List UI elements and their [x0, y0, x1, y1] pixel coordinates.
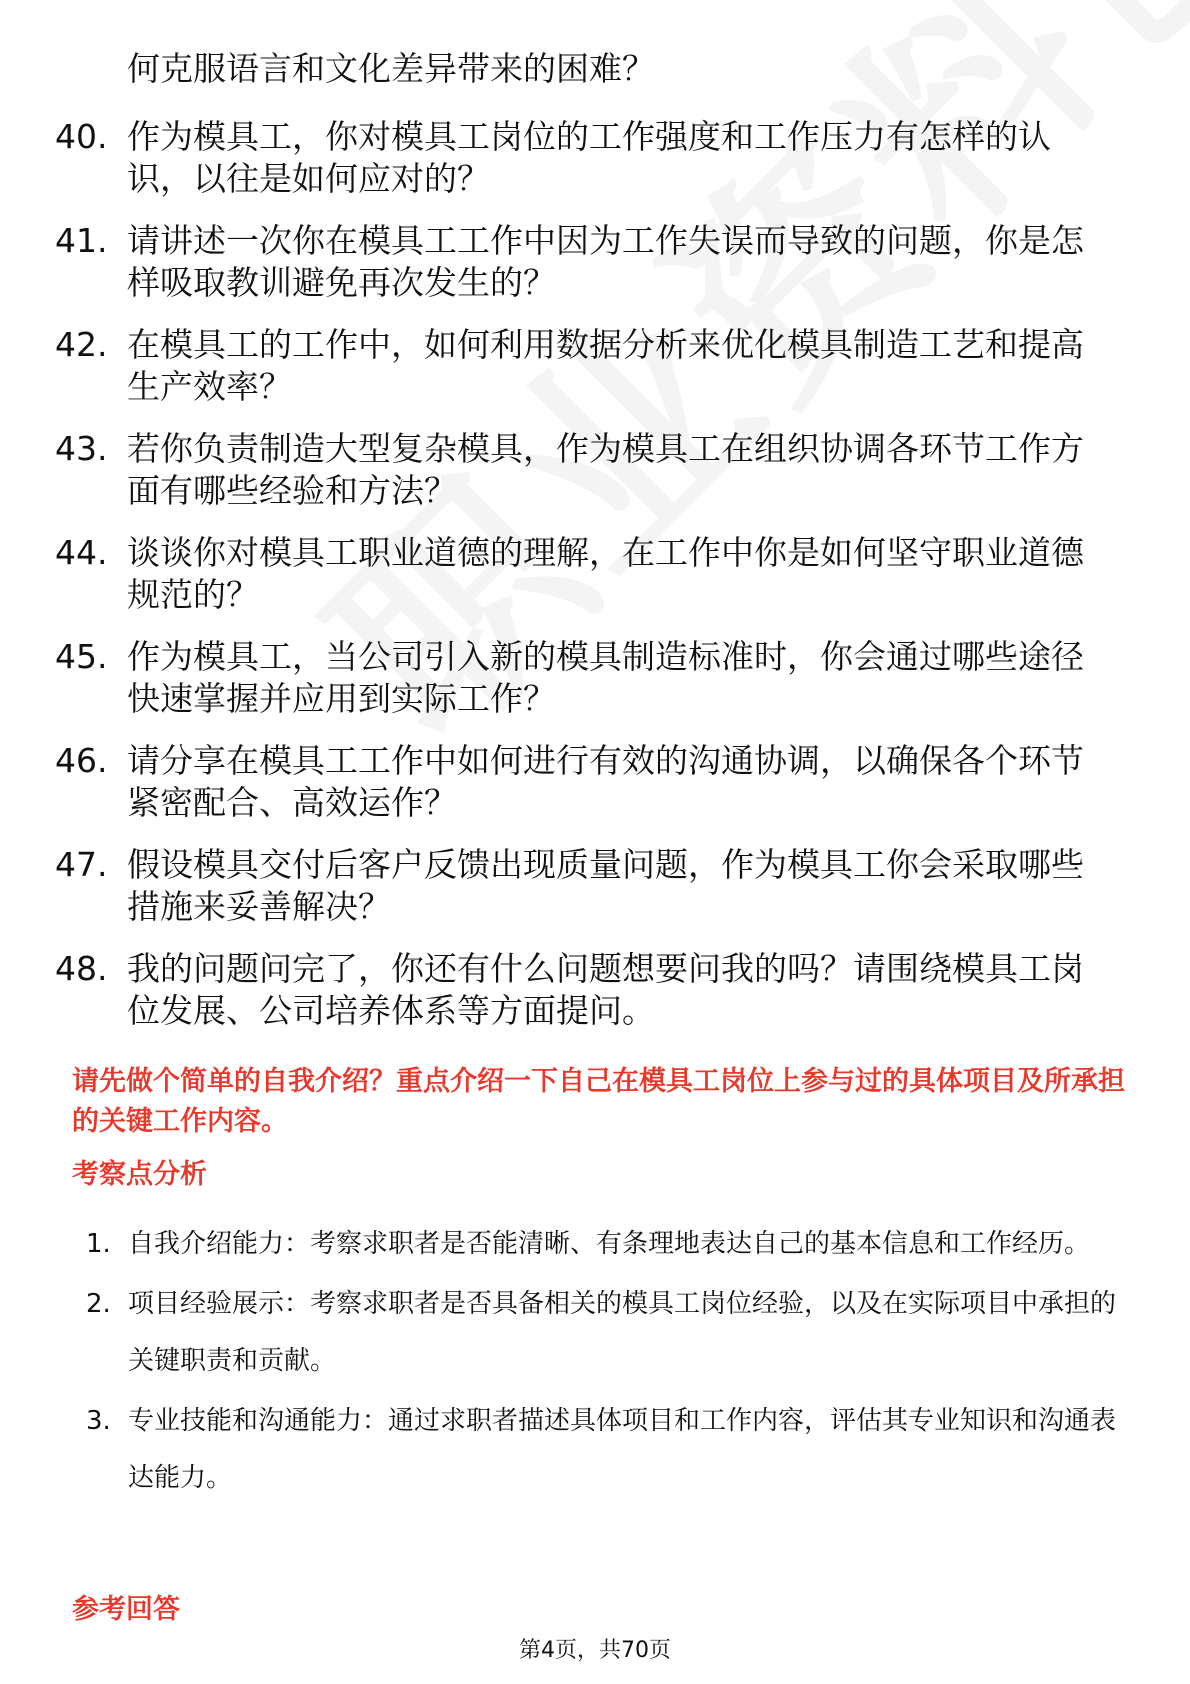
question-number: 47.: [55, 845, 108, 884]
analysis-item: [86, 1276, 1126, 1390]
continued-question-text: 何克服语言和文化差异带来的困难？: [127, 49, 655, 88]
analysis-text: 项目经验展示：考察求职者是否具备相关的模具工岗位经验，以及在实际项目中承担的关键职责和贡献。: [128, 1289, 1117, 1376]
analysis-number: 2.: [86, 1289, 111, 1319]
question-number: 44.: [55, 533, 108, 572]
analysis-number: 3.: [86, 1406, 111, 1436]
question-number: 40.: [55, 117, 108, 156]
question-number: 46.: [55, 741, 108, 780]
question-text: 作为模具工，当公司引入新的模具制造标准时，你会通过哪些途径快速掌握并应用到实际工作？: [127, 637, 1084, 718]
question-text: 请讲述一次你在模具工工作中因为工作失误而导致的问题，你是怎样吸取教训避免再次发生的？: [127, 221, 1084, 302]
question-text: 假设模具交付后客户反馈出现质量问题，作为模具工你会采取哪些措施来妥善解决？: [127, 845, 1084, 926]
question-text: 若你负责制造大型复杂模具，作为模具工在组织协调各环节工作方面有哪些经验和方法？: [127, 429, 1084, 510]
question-item: [55, 116, 1115, 200]
question-item: [55, 428, 1115, 512]
question-text: 我的问题问完了，你还有什么问题想要问我的吗？请围绕模具工岗位发展、公司培养体系等方面提问。: [127, 949, 1084, 1030]
question-number: 43.: [55, 429, 108, 468]
question-item: [55, 324, 1115, 408]
question-item: [55, 636, 1115, 720]
featured-question: 请先做个简单的自我介绍？重点介绍一下自己在模具工岗位上参与过的具体项目及所承担的关键工作内容。: [72, 1066, 1125, 1137]
analysis-number: 1.: [86, 1229, 111, 1259]
answer-heading: 参考回答: [72, 1594, 180, 1625]
question-text: 作为模具工，你对模具工岗位的工作强度和工作压力有怎样的认识，以往是如何应对的？: [127, 117, 1051, 198]
question-number: 48.: [55, 949, 108, 988]
question-list: [55, 116, 1115, 1052]
question-item: [55, 220, 1115, 304]
question-text: 谈谈你对模具工职业道德的理解，在工作中你是如何坚守职业道德规范的？: [127, 533, 1084, 614]
question-number: 41.: [55, 221, 108, 260]
page-number: 第4页，共70页: [519, 1638, 671, 1663]
analysis-item: [86, 1216, 1126, 1273]
question-item: [55, 844, 1115, 928]
analysis-heading: 考察点分析: [72, 1159, 207, 1190]
analysis-list: [86, 1216, 1126, 1510]
question-text: 在模具工的工作中，如何利用数据分析来优化模具制造工艺和提高生产效率？: [127, 325, 1084, 406]
question-number: 45.: [55, 637, 108, 676]
question-item: [55, 740, 1115, 824]
question-item: [55, 948, 1115, 1032]
analysis-text: 自我介绍能力：考察求职者是否能清晰、有条理地表达自己的基本信息和工作经历。: [128, 1229, 1091, 1259]
analysis-text: 专业技能和沟通能力：通过求职者描述具体项目和工作内容，评估其专业知识和沟通表达能力。: [128, 1406, 1117, 1493]
question-number: 42.: [55, 325, 108, 364]
question-item: [55, 532, 1115, 616]
analysis-item: [86, 1393, 1126, 1507]
question-text: 请分享在模具工工作中如何进行有效的沟通协调，以确保各个环节紧密配合、高效运作？: [127, 741, 1084, 822]
